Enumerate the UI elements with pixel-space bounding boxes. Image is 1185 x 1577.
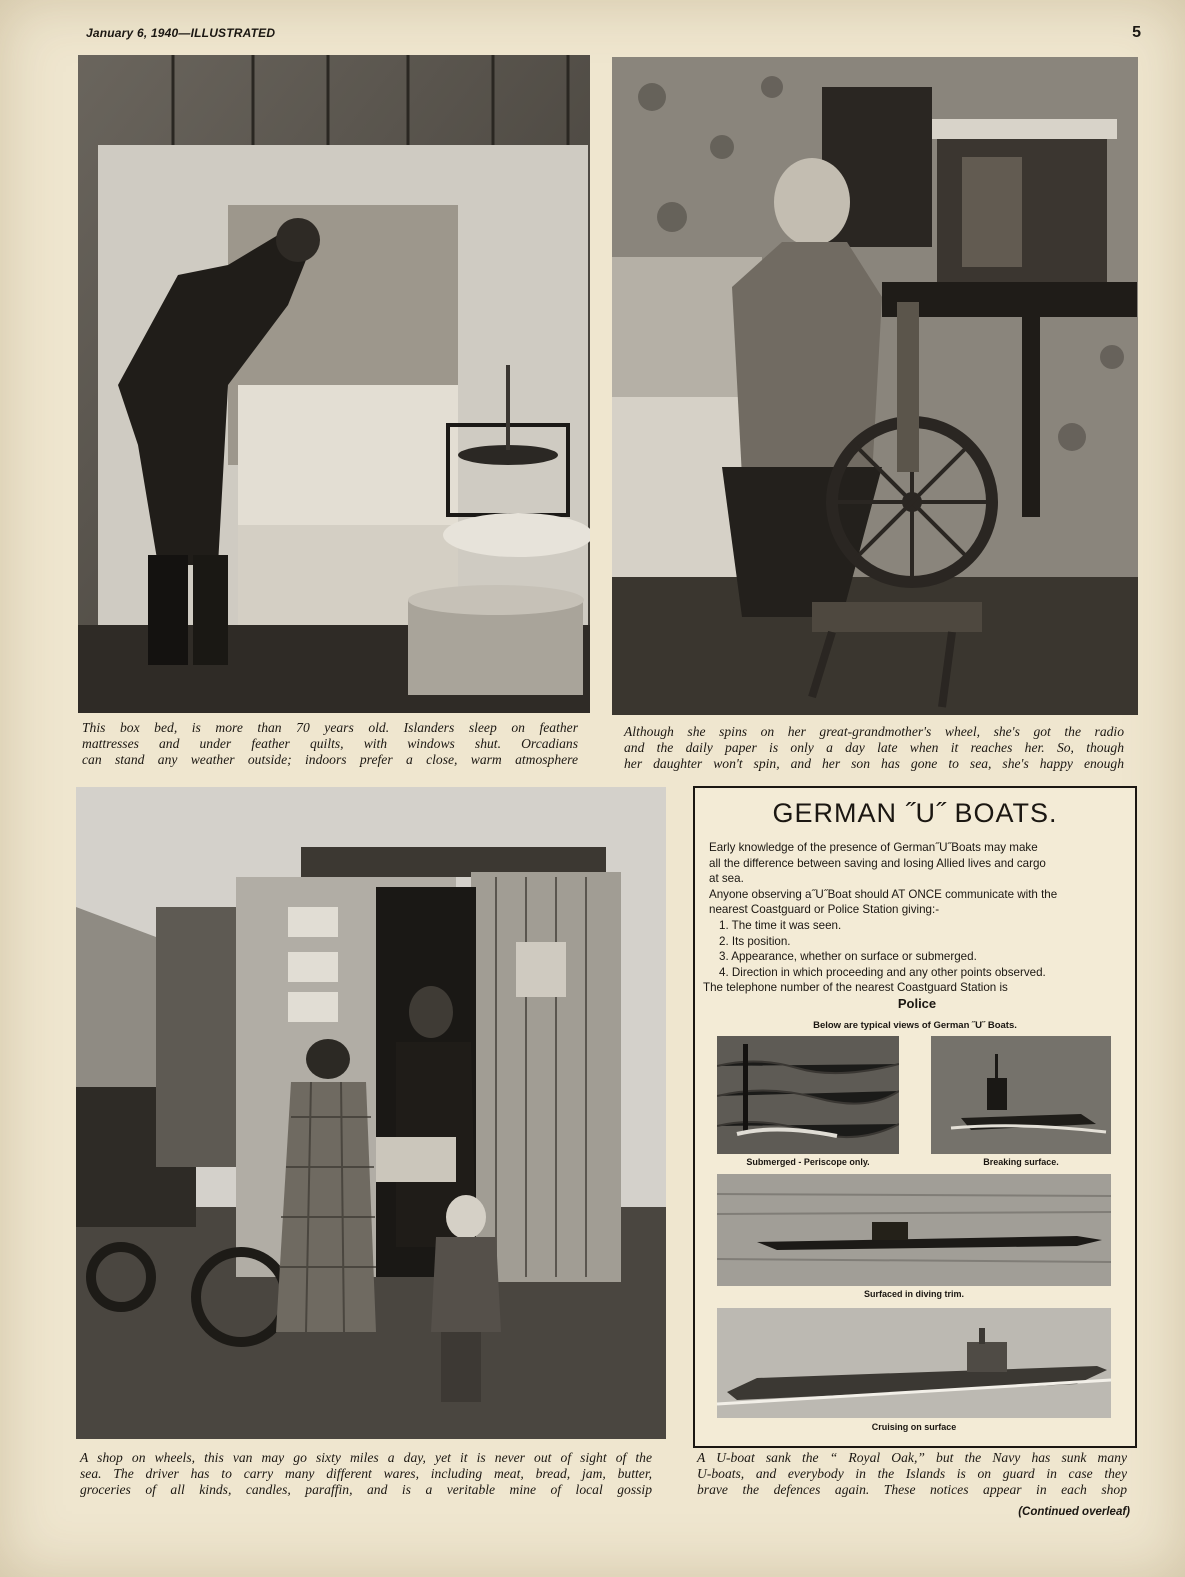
notice-item: 1. The time it was seen.	[719, 918, 842, 932]
notice-item: 2. Its position.	[719, 934, 791, 948]
notice-line: nearest Coastguard or Police Station giving:-	[709, 903, 940, 917]
uboat-label: Cruising on surface	[871, 1422, 957, 1432]
uboat-caption	[697, 1450, 1127, 1498]
shop-van-caption	[80, 1450, 652, 1498]
spinning-wheel-illustration	[612, 57, 1138, 715]
issue-date: January 6, 1940—ILLUSTRATED	[86, 26, 276, 40]
caption-line: A U-boat sank the “ Royal Oak,” but the Navy has sunk many	[697, 1450, 1127, 1465]
spinning-wheel-photo	[612, 57, 1138, 715]
police-label: Police	[897, 995, 937, 1011]
running-header	[86, 26, 1141, 46]
caption-line: mattresses and under feather quilts, with windows shut. Orcadians	[82, 736, 578, 751]
shop-van-photo	[76, 787, 666, 1439]
box-bed-caption	[82, 720, 578, 768]
typical-views-label: Below are typical views of German ˝U˝ Boats.	[813, 1020, 1017, 1031]
caption-line: brave the defences again. These notices appear in each shop	[697, 1482, 1127, 1497]
continued-note: (Continued overleaf)	[1018, 1506, 1130, 1518]
breaking-surface-image	[931, 1036, 1111, 1154]
notice-body	[703, 840, 1125, 1012]
caption-line: groceries of all kinds, candles, paraffin, and is a veritable mine of local gossip	[80, 1482, 652, 1497]
notice-item: 3. Appearance, whether on surface or submerged.	[719, 950, 977, 964]
caption-line: A shop on wheels, this van may go sixty miles a day, yet it is never out of sight of the	[80, 1450, 652, 1465]
uboat-view-diving-trim	[717, 1174, 1111, 1286]
uboat-view-cruising	[717, 1308, 1111, 1418]
box-bed-illustration	[78, 55, 590, 713]
uboat-label: Submerged - Periscope only.	[746, 1157, 870, 1167]
telephone-line: The telephone number of the nearest Coastguard Station is	[703, 981, 1008, 995]
spinning-caption	[624, 724, 1124, 772]
caption-line: her daughter won't spin, and her son has gone to sea, she's happy enough	[624, 756, 1124, 771]
box-bed-photo	[78, 55, 590, 713]
page-number: 5	[1132, 24, 1141, 41]
uboat-label: Surfaced in diving trim.	[863, 1289, 964, 1299]
notice-line: at sea.	[709, 872, 744, 886]
notice-line: all the difference between saving and losing Allied lives and cargo	[709, 856, 1046, 870]
periscope-image	[717, 1036, 899, 1154]
notice-title: GERMAN ˝U˝ BOATS.	[772, 798, 1058, 828]
uboat-view-submerged	[717, 1036, 899, 1154]
notice-line: Anyone observing a˝U˝Boat should AT ONCE communicate with the	[709, 887, 1058, 901]
caption-line: Although she spins on her great-grandmother's wheel, she's got the radio	[624, 724, 1124, 739]
uboat-label: Breaking surface.	[983, 1157, 1059, 1167]
caption-line: can stand any weather outside; indoors prefer a close, warm atmosphere	[82, 752, 578, 767]
uboat-notice	[693, 786, 1137, 1448]
notice-item: 4. Direction in which proceeding and any other points observed.	[719, 965, 1046, 979]
caption-line: This box bed, is more than 70 years old. Islanders sleep on feather	[82, 720, 578, 735]
uboat-view-breaking	[931, 1036, 1111, 1154]
caption-line: and the daily paper is only a day late when it reaches her. So, though	[624, 740, 1124, 755]
caption-line: U-boats, and everybody in the Islands is on guard in case they	[697, 1466, 1127, 1481]
cruising-image	[717, 1308, 1111, 1418]
notice-line: Early knowledge of the presence of German˝U˝Boats may make	[709, 841, 1038, 854]
caption-line: sea. The driver has to carry many different wares, including meat, bread, jam, butter,	[80, 1466, 652, 1481]
diving-trim-image	[717, 1174, 1111, 1286]
shop-van-illustration	[76, 787, 666, 1439]
